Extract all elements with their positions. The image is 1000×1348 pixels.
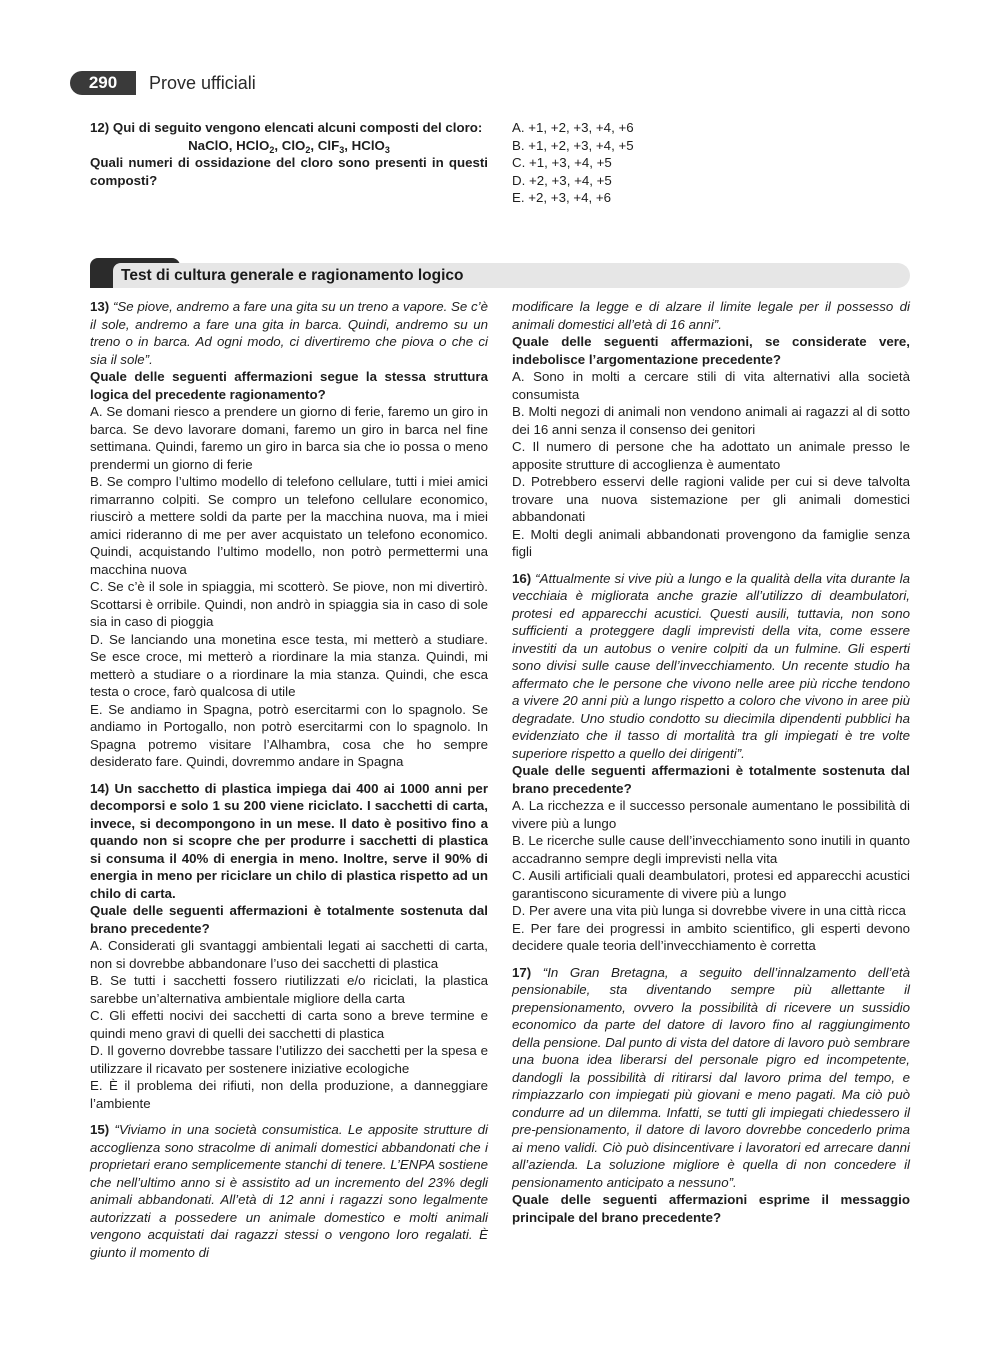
- option-e: E. Se andiamo in Spagna, potrò esercitarmi con lo spagnolo. Se andiamo in Portogallo, non potrò esercitarmi con lo spagnolo. In Spagna potremo visitare l’Alhambra, cosa che ho sempre desiderato fare. Quindi, dovremmo andare in Spagna: [90, 701, 488, 769]
- option-d: D. +2, +3, +4, +5: [512, 172, 612, 188]
- option-a: A. +1, +2, +3, +4, +6: [512, 120, 634, 135]
- question-17: [512, 964, 910, 1227]
- option-c: C. +1, +3, +4, +5: [512, 155, 612, 170]
- question-17-question: Quale delle seguenti affermazioni esprime il messaggio principale del brano precedente?: [512, 1192, 910, 1225]
- option-c: C. Il numero di persone che ha adottato un animale presso le apposite strutture di accoglienza è aumentato: [512, 439, 910, 472]
- question-16-quote: 16) “Attualmente si vive più a lungo e la qualità della vita durante la vecchiaia è migliorata anche grazie all’utilizzo di deambulatori, protesi ed apparecchi acustici. Questi ausili, tuttavia, non sono sufficienti a proteggere dagli imprevisti della vita, come essere investiti da un autobus o venire colpiti da un fulmine. Gli esperti sono divisi sulle cause dell’invecchiamento. Un recente studio ha affermato che le persone che vivono nelle aree più ricche tendono a vivere 20 anni più a lungo rispetto a coloro che vivono in aree più degradate. Uno studio condotto su diecimila dipendenti pubblici ha evidenziato che il tasso di mortalità tra gli impiegati è tre volte superiore rispetto a quello dei dirigenti”.: [512, 570, 910, 761]
- option-a: A. La ricchezza e il successo personale aumentano le possibilità di vivere più a lungo: [512, 798, 910, 831]
- option-b: B. Se tutti i sacchetti fossero riutilizzati e/o riciclati, la plastica sarebbe un’alternativa ambientale migliore della carta: [90, 973, 488, 1006]
- right-column: [512, 298, 910, 1235]
- question-14-question: Quale delle seguenti affermazioni è totalmente sostenuta dal brano precedente?: [90, 903, 488, 936]
- option-c: C. Se c’è il sole in spiaggia, mi scotterò. Se piove, non mi divertirò. Scottarsi è orribile. Quindi, non andrò in spiaggia sia in caso di sole sia in caso di pioggia: [90, 579, 488, 629]
- question-15-start: [90, 1121, 488, 1261]
- option-e: E. È il problema dei rifiuti, non della produzione, a danneggiare l’ambiente: [90, 1078, 488, 1111]
- option-e: E. Molti degli animali abbandonati provengono da famiglie senza figli: [512, 526, 910, 559]
- option-b: B. Molti negozi di animali non vendono animali ai ragazzi al di sotto dei 16 anni senza il consenso dei genitori: [512, 404, 910, 437]
- option-b: B. +1, +2, +3, +4, +5: [512, 137, 634, 153]
- running-title: Prove ufficiali: [149, 73, 256, 93]
- question-15-question: Quale delle seguenti affermazioni, se considerate vere, indebolisce l’argomentazione precedente?: [512, 334, 910, 367]
- option-b: B. Se compro l’ultimo modello di telefono cellulare, tutti i miei amici rimarranno colpiti. Se compro un telefono cellulare economico, riuscirò a mettere soldi da parte per la macchina nuova, ma i miei amici rideranno di me per aver acquistato un telefono economico. Quindi, acquistando l’ultimo modello, non potrò permettermi una macchina nuova: [90, 474, 488, 577]
- question-14-text: 14) Un sacchetto di plastica impiega dai 400 ai 1000 anni per decomporsi e solo 1 su 200 viene riciclato. I sacchetti di carta, invece, si decompongono in un mese. Il dato è positivo fino a quando non si scopre che per produrre i sacchetti di plastica si consuma il 40% di energia in meno. Inoltre, serve il 90% di energia in meno per riciclare un chilo di plastica rispetto ad un chilo di carta.: [90, 780, 488, 901]
- section-title: Test di cultura generale e ragionamento logico: [113, 263, 910, 288]
- option-d: D. Per avere una vita più lunga si dovrebbe vivere in una città ricca: [512, 903, 906, 918]
- question-13-question: Quale delle seguenti affermazioni segue la stessa struttura logica del precedente ragionamento?: [90, 369, 488, 402]
- option-d: D. Il governo dovrebbe tassare l’utilizzo dei sacchetti per la spesa e utilizzare il ricavato per sostenere iniziative ecologiche: [90, 1043, 488, 1076]
- chemical-formula: NaClO, HClO$_2$, ClO$_2$, ClF$_3$, HClO$_3$: [188, 137, 390, 155]
- question-13-quote: 13) “Se piove, andremo a fare una gita su un treno a vapore. Se c’è il sole, andremo a fare una gita in barca. Quindi, andremo su un treno o in barca. Ad ogni modo, ci divertiremo che piova o che ci sia il sole”.: [90, 299, 488, 367]
- question-13: [90, 298, 488, 771]
- question-12-number: 12): [90, 120, 110, 135]
- question-17-quote: 17) “In Gran Bretagna, a seguito dell’innalzamento dell’età pensionabile, sta diventando sempre più allettante il prepensionamento, ovvero la possibilità di ricevere un sussidio economico da parte del datore di lavoro fino al raggiungimento della pensione. Dal punto di vista del datore di lavoro può sembrare una buona idea liberarsi del personale pigro ed incompetente, dandogli la possibilità di ritirarsi dal lavoro prima del tempo, e rimpiazzarlo con impiegati più giovani e meno pagati. Ma ciò può condurre ad un dilemma. Infatti, se tutti gli impiegati chiedessero il pre-pensionamento, il datore di lavoro dovrebbe concederlo prima ai meno validi. Ciò può disincentivare i lavoratori ed arrecare danni all’azienda. La soluzione migliore è quella di non concedere il pensionamento anticipato a nessuno”.: [512, 964, 910, 1190]
- option-a: A. Considerati gli svantaggi ambientali legati ai sacchetti di carta, non si dovrebbe abbandonare l’uso dei sacchetti di plastica: [90, 938, 488, 971]
- question-12-intro: Qui di seguito vengono elencati alcuni composti del cloro:: [112, 120, 483, 135]
- question-12-text: [90, 119, 488, 137]
- option-d: D. Potrebbero esservi delle ragioni valide per cui si deve talvolta trovare una nuova sistemazione per gli animali domestici abbandonati: [512, 474, 910, 524]
- question-16: [512, 570, 910, 955]
- option-c: C. Gli effetti nocivi dei sacchetti di carta sono a breve termine e quindi meno gravi di quelli dei sacchetti di plastica: [90, 1008, 488, 1041]
- option-e: E. +2, +3, +4, +6: [512, 190, 612, 205]
- question-12: [90, 119, 488, 189]
- question-12-question: Quali numeri di ossidazione del cloro sono presenti in questi composti?: [90, 155, 488, 188]
- option-a: A. Sono in molti a cercare stili di vita alternativi alla società consumista: [512, 369, 910, 402]
- option-a: A. Se domani riesco a prendere un giorno di ferie, faremo un giro in barca. Se devo lavorare domani, faremo un giro in barca nel fine settimana. Quindi, faremo un giro in barca sia che io possa o meno prendermi un giorno di ferie: [90, 404, 488, 472]
- option-list: [512, 119, 712, 207]
- option-c: C. Ausili artificiali quali deambulatori, protesi ed apparecchi acustici garantiscono sicuramente di vivere più a lungo: [512, 868, 910, 901]
- option-b: B. Le ricerche sulle cause dell’invecchiamento sono inutili in quanto accadranno sempre degli imprevisti nella vita: [512, 833, 910, 866]
- question-15-continued: [512, 298, 910, 561]
- question-15-quote-end: modificare la legge e di alzare il limite legale per il possesso di animali domestici all’età di 16 anni”.: [512, 299, 910, 332]
- option-d: D. Se lanciando una monetina esce testa, mi metterò a studiare. Se esce croce, mi metterò a riordinare la mia stanza. Quindi, mi metterò a studiare o a riordinare la mia stanza. Quindi, che esca testa o croce, farò qualcosa di utile: [90, 631, 488, 699]
- left-column: [90, 298, 488, 1270]
- page-number: 290: [70, 71, 136, 95]
- question-12-options: [512, 119, 712, 207]
- question-14: [90, 780, 488, 1113]
- question-15-quote: 15) “Viviamo in una società consumistica. Le apposite strutture di accoglienza sono stracolme di animali domestici abbandonati che i proprietari erano semplicemente stanchi di tenere. L’ENPA sostiene che nell’ultimo anno si è assistito ad un incremento del 23% degli animali abbandonati. All’età di 12 anni i ragazzi sono legalmente autorizzati a possedere un animale domestico e molti animali vengono acquistati dai ragazzi stessi o vengono loro regalati. È giunto il momento di: [90, 1122, 488, 1260]
- question-16-question: Quale delle seguenti affermazioni è totalmente sostenuta dal brano precedente?: [512, 763, 910, 796]
- option-e: E. Per fare dei progressi in ambito scientifico, gli esperti devono decidere quale teoria dell’invecchiamento è corretta: [512, 920, 910, 953]
